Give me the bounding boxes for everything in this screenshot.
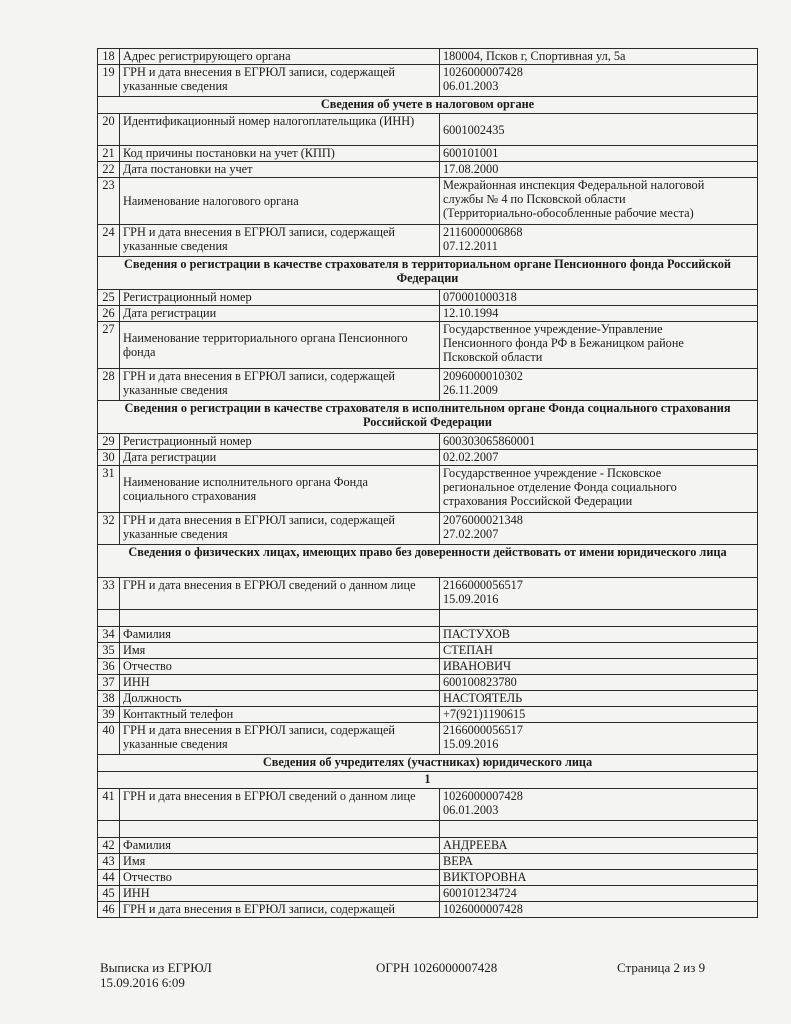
- section-header-row: [98, 257, 758, 290]
- row-label: ГРН и дата внесения в ЕГРЮЛ записи, содержащей указанные сведения: [120, 369, 440, 401]
- row-number: 44: [98, 870, 120, 886]
- row-label: ГРН и дата внесения в ЕГРЮЛ записи, содержащей указанные сведения: [120, 513, 440, 545]
- row-value: ПАСТУХОВ: [440, 627, 758, 643]
- row-value: [440, 65, 758, 97]
- table-row: [98, 178, 758, 225]
- page-current: 2: [673, 960, 681, 975]
- row-value: ВИКТОРОВНА: [440, 870, 758, 886]
- row-label: ГРН и дата внесения в ЕГРЮЛ сведений о данном лице: [120, 789, 440, 821]
- page-total: 9: [698, 960, 706, 975]
- row-value: [440, 369, 758, 401]
- row-label: Дата постановки на учет: [120, 162, 440, 178]
- row-number: 46: [98, 902, 120, 918]
- row-number: 35: [98, 643, 120, 659]
- table-row: [98, 49, 758, 65]
- value-line: Государственное учреждение-Управление: [443, 322, 663, 336]
- row-label: Дата регистрации: [120, 450, 440, 466]
- subsection-row: [98, 772, 758, 789]
- row-label: Фамилия: [120, 627, 440, 643]
- value-line: службы № 4 по Псковской области: [443, 192, 626, 206]
- row-label: ГРН и дата внесения в ЕГРЮЛ сведений о данном лице: [120, 578, 440, 610]
- row-value: НАСТОЯТЕЛЬ: [440, 691, 758, 707]
- row-number: 40: [98, 723, 120, 755]
- row-value: 070001000318: [440, 290, 758, 306]
- grn: 2166000056517: [443, 578, 523, 592]
- row-number: 42: [98, 838, 120, 854]
- section-header-row: [98, 97, 758, 114]
- table-row: [98, 322, 758, 369]
- section-header-row: [98, 545, 758, 578]
- table-row: [98, 513, 758, 545]
- footer-ogrn: ОГРН 1026000007428: [376, 960, 498, 975]
- row-label: Имя: [120, 643, 440, 659]
- grn: 2166000056517: [443, 723, 523, 737]
- table-row: [98, 466, 758, 513]
- row-label: Имя: [120, 854, 440, 870]
- table-row: [98, 627, 758, 643]
- row-value: 6001002435: [440, 114, 758, 146]
- row-label: ГРН и дата внесения в ЕГРЮЛ записи, содержащей указанные сведения: [120, 225, 440, 257]
- footer-page-number: [617, 960, 705, 975]
- row-label: Должность: [120, 691, 440, 707]
- row-value: 1026000007428: [440, 902, 758, 918]
- row-number: 37: [98, 675, 120, 691]
- table-row: [98, 290, 758, 306]
- row-value: АНДРЕЕВА: [440, 838, 758, 854]
- value-line: Пенсионного фонда РФ в Бежаницком районе: [443, 336, 684, 350]
- row-number: 21: [98, 146, 120, 162]
- value-line: Государственное учреждение - Псковское: [443, 466, 662, 480]
- section-title-fss: Сведения о регистрации в качестве страхователя в исполнительном органе Фонда социального страхования Российской Федерации: [98, 401, 758, 434]
- blank-row: [98, 821, 758, 838]
- row-number: 34: [98, 627, 120, 643]
- table-row: [98, 902, 758, 918]
- row-label: Контактный телефон: [120, 707, 440, 723]
- section-header-row: [98, 401, 758, 434]
- footer-document-info: [100, 960, 212, 990]
- row-value: 600101234724: [440, 886, 758, 902]
- row-label: Наименование исполнительного органа Фонда социального страхования: [120, 466, 440, 513]
- row-number: 23: [98, 178, 120, 225]
- row-label: Регистрационный номер: [120, 290, 440, 306]
- page-of: из: [683, 960, 696, 975]
- row-number: 41: [98, 789, 120, 821]
- entry-date: 15.09.2016: [443, 737, 499, 751]
- row-label: Фамилия: [120, 838, 440, 854]
- table-row: [98, 450, 758, 466]
- row-label: Отчество: [120, 659, 440, 675]
- row-value: [440, 789, 758, 821]
- row-value: ВЕРА: [440, 854, 758, 870]
- footer-doc-title: Выписка из ЕГРЮЛ: [100, 960, 212, 975]
- row-number: 33: [98, 578, 120, 610]
- entry-date: 26.11.2009: [443, 383, 498, 397]
- row-value: [440, 178, 758, 225]
- blank-cell: [120, 610, 440, 627]
- table-row: [98, 65, 758, 97]
- blank-cell: [440, 610, 758, 627]
- row-value: ИВАНОВИЧ: [440, 659, 758, 675]
- value-line: Межрайонная инспекция Федеральной налоговой: [443, 178, 705, 192]
- table-row: [98, 643, 758, 659]
- row-value: 180004, Псков г, Спортивная ул, 5а: [440, 49, 758, 65]
- row-number: 19: [98, 65, 120, 97]
- entry-date: 15.09.2016: [443, 592, 499, 606]
- row-label: Дата регистрации: [120, 306, 440, 322]
- value-line: региональное отделение Фонда социального: [443, 480, 677, 494]
- row-value: +7(921)1190615: [440, 707, 758, 723]
- row-number: 18: [98, 49, 120, 65]
- row-label: ГРН и дата внесения в ЕГРЮЛ записи, содержащей указанные сведения: [120, 65, 440, 97]
- table-row: [98, 146, 758, 162]
- row-label: Адрес регистрирующего органа: [120, 49, 440, 65]
- blank-cell: [440, 821, 758, 838]
- entry-date: 06.01.2003: [443, 803, 499, 817]
- section-title-pension: Сведения о регистрации в качестве страхователя в территориальном органе Пенсионного фонда Российской Федерации: [98, 257, 758, 290]
- table-row: [98, 306, 758, 322]
- row-number: 29: [98, 434, 120, 450]
- blank-cell: [120, 821, 440, 838]
- row-label: Наименование территориального органа Пенсионного фонда: [120, 322, 440, 369]
- row-number: 26: [98, 306, 120, 322]
- row-number: 45: [98, 886, 120, 902]
- row-label: Отчество: [120, 870, 440, 886]
- value-line: (Территориально-обособленные рабочие места): [443, 206, 694, 220]
- row-number: 30: [98, 450, 120, 466]
- table-row: [98, 369, 758, 401]
- value-line: страхования Российской Федерации: [443, 494, 633, 508]
- table-row: [98, 659, 758, 675]
- page-word: Страница: [617, 960, 671, 975]
- table-row: [98, 578, 758, 610]
- row-label: Код причины постановки на учет (КПП): [120, 146, 440, 162]
- table-row: [98, 434, 758, 450]
- row-value: 600100823780: [440, 675, 758, 691]
- entry-date: 27.02.2007: [443, 527, 499, 541]
- row-label: ИНН: [120, 886, 440, 902]
- grn: 1026000007428: [443, 65, 523, 79]
- row-number: 38: [98, 691, 120, 707]
- row-number: 20: [98, 114, 120, 146]
- row-value: [440, 466, 758, 513]
- table-row: [98, 723, 758, 755]
- row-value: СТЕПАН: [440, 643, 758, 659]
- row-number: 36: [98, 659, 120, 675]
- entry-date: 07.12.2011: [443, 239, 498, 253]
- row-label: Идентификационный номер налогоплательщика (ИНН): [120, 114, 440, 146]
- blank-row: [98, 610, 758, 627]
- table-row: [98, 225, 758, 257]
- row-value: 600101001: [440, 146, 758, 162]
- section-title-tax: Сведения об учете в налоговом органе: [98, 97, 758, 114]
- row-value: 02.02.2007: [440, 450, 758, 466]
- table-row: [98, 114, 758, 146]
- grn: 2116000006868: [443, 225, 523, 239]
- row-label: Наименование налогового органа: [120, 178, 440, 225]
- row-value: [440, 578, 758, 610]
- row-number: 32: [98, 513, 120, 545]
- row-value: 600303065860001: [440, 434, 758, 450]
- row-number: 25: [98, 290, 120, 306]
- grn: 2076000021348: [443, 513, 523, 527]
- value-line: Псковской области: [443, 350, 543, 364]
- grn: 2096000010302: [443, 369, 523, 383]
- grn: 1026000007428: [443, 789, 523, 803]
- row-number: 39: [98, 707, 120, 723]
- row-label: ГРН и дата внесения в ЕГРЮЛ записи, содержащей указанные сведения: [120, 723, 440, 755]
- row-number: 31: [98, 466, 120, 513]
- table-row: [98, 789, 758, 821]
- table-row: [98, 854, 758, 870]
- row-number: 28: [98, 369, 120, 401]
- table-row: [98, 162, 758, 178]
- blank-cell: [98, 821, 120, 838]
- table-row: [98, 691, 758, 707]
- table-row: [98, 675, 758, 691]
- row-number: 43: [98, 854, 120, 870]
- entry-date: 06.01.2003: [443, 79, 499, 93]
- row-value: [440, 513, 758, 545]
- row-value: 17.08.2000: [440, 162, 758, 178]
- row-number: 24: [98, 225, 120, 257]
- row-number: 22: [98, 162, 120, 178]
- table-row: [98, 870, 758, 886]
- row-value: [440, 723, 758, 755]
- footer-doc-datetime: 15.09.2016 6:09: [100, 975, 185, 990]
- row-value: [440, 225, 758, 257]
- row-label: ИНН: [120, 675, 440, 691]
- blank-cell: [98, 610, 120, 627]
- row-label: Регистрационный номер: [120, 434, 440, 450]
- section-title-persons: Сведения о физических лицах, имеющих право без доверенности действовать от имени юридического лица: [98, 545, 758, 578]
- row-value: [440, 322, 758, 369]
- section-header-row: [98, 755, 758, 772]
- founder-index: 1: [98, 772, 758, 789]
- table-row: [98, 886, 758, 902]
- egrul-table: [97, 48, 758, 918]
- section-title-founders: Сведения об учредителях (участниках) юридического лица: [98, 755, 758, 772]
- table-row: [98, 838, 758, 854]
- row-number: 27: [98, 322, 120, 369]
- table-row: [98, 707, 758, 723]
- row-label: ГРН и дата внесения в ЕГРЮЛ записи, содержащей: [120, 902, 440, 918]
- row-value: 12.10.1994: [440, 306, 758, 322]
